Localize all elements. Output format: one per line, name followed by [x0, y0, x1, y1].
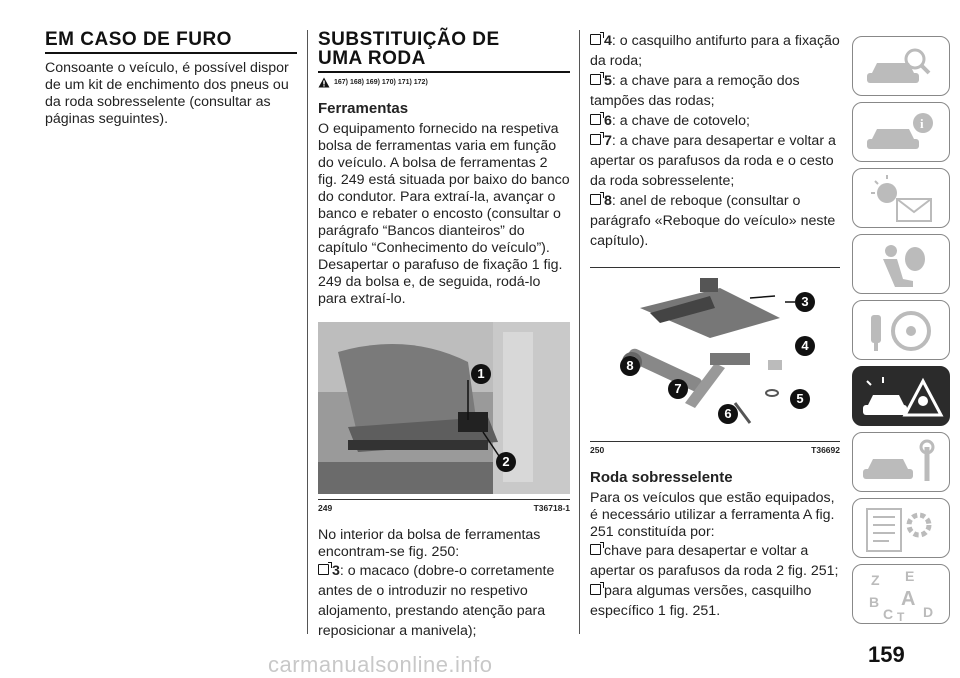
car-info-icon: [853, 103, 951, 163]
tab-car-search[interactable]: [852, 36, 950, 96]
figure-249: [318, 322, 570, 513]
watermark: carmanualsonline.info: [268, 652, 493, 677]
bullet-wrench: chave para desapertar e voltar a apertar os parafusos da roda 2 fig. 251;: [590, 543, 839, 579]
svg-text:T: T: [897, 610, 905, 624]
tools-paragraph: O equipamento fornecido na respetiva bolsa de ferramentas varia em função do veículo. A bolsa de ferramentas 2 fig. 249 está situada por baixo do banco do condutor. Para extraí-la, avançar o banco e rebater o encosto (consultar o parágrafo “Bancos dianteiros” do capítulo “Conhecimento do veículo”). Desapertar o parafuso de fixação 1 fig. 249 da bolsa e, de seguida, rodá-lo para extraí-lo.: [318, 121, 570, 307]
warning-references: 167) 168) 169) 170) 171) 172): [318, 77, 570, 88]
checkbox-bullet-icon: [590, 134, 601, 145]
settings-list-icon: [853, 499, 951, 559]
svg-text:D: D: [923, 604, 934, 620]
tab-steering-key[interactable]: [852, 300, 950, 360]
callout-6: 6: [718, 404, 738, 424]
svg-text:E: E: [905, 568, 915, 584]
tab-seat-airbag[interactable]: [852, 234, 950, 294]
callout-1: 1: [471, 364, 491, 384]
callout-7: 7: [668, 379, 688, 399]
bullet-socket: para algumas versões, casquilho específico 1 fig. 251.: [590, 583, 812, 619]
column-1: [45, 30, 297, 128]
warning-triangle-icon: [318, 77, 330, 88]
list-item-3: 3: o macaco (dobre-o corretamente antes de o introduzir no respetivo alojamento, prestando atenção para reposicionar a manivela);: [318, 563, 555, 639]
column-2: [318, 30, 570, 641]
list-item-7: 7: a chave para desapertar e voltar a apertar os parafusos da roda e o cesto da roda sobresselente;: [590, 133, 836, 189]
callout-4: 4: [795, 336, 815, 356]
spare-wheel-paragraph: Para os veículos que estão equipados, é necessário utilizar a ferramenta A fig. 251 constituída por:: [590, 490, 835, 540]
svg-text:B: B: [869, 594, 880, 610]
list-item-4: 4: o casquilho antifurto para a fixação da roda;: [590, 33, 840, 69]
tab-settings-list[interactable]: [852, 498, 950, 558]
section-title-flat-tyre: EM CASO DE FURO: [45, 30, 297, 54]
callout-2: 2: [496, 452, 516, 472]
column-divider: [307, 30, 308, 634]
list-item-6: 6: a chave de cotovelo;: [590, 111, 840, 131]
svg-text:i: i: [920, 116, 924, 131]
steering-key-icon: [853, 301, 951, 361]
car-search-icon: [853, 37, 951, 97]
tab-emergency[interactable]: [852, 366, 950, 426]
spare-wheel-subheading: Roda sobresselente: [590, 469, 733, 486]
warning-lights-icon: [853, 169, 951, 229]
figure-250: [590, 267, 840, 455]
list-item-8: 8: anel de reboque (consultar o parágrafo «Reboque do veículo» neste capítulo).: [590, 193, 836, 249]
checkbox-bullet-icon: [590, 584, 601, 595]
alphabet-index-icon: [853, 565, 951, 625]
section-title-wheel-change: SUBSTITUIÇÃO DE UMA RODA: [318, 30, 570, 73]
tab-car-info[interactable]: [852, 102, 950, 162]
page-number: 159: [868, 642, 905, 667]
callout-8: 8: [620, 356, 640, 376]
checkbox-bullet-icon: [590, 34, 601, 45]
tab-alphabet-index[interactable]: [852, 564, 950, 624]
svg-text:C: C: [883, 606, 894, 622]
car-service-icon: [853, 433, 951, 493]
emergency-icon: [853, 367, 951, 427]
column-divider: [579, 30, 580, 634]
toolbag-intro: No interior da bolsa de ferramentas encontram-se fig. 250:: [318, 527, 541, 560]
tab-car-service[interactable]: [852, 432, 950, 492]
figure-250-caption: 250 T36692: [590, 441, 840, 455]
list-item-5: 5: a chave para a remoção dos tampões das rodas;: [590, 73, 800, 109]
checkbox-bullet-icon: [590, 74, 601, 85]
seat-toolbag-illustration: [318, 322, 570, 494]
checkbox-bullet-icon: [590, 194, 601, 205]
callout-3: 3: [795, 292, 815, 312]
callout-5: 5: [790, 389, 810, 409]
svg-text:A: A: [901, 588, 916, 610]
checkbox-bullet-icon: [318, 564, 329, 575]
seat-airbag-icon: [853, 235, 951, 295]
svg-text:Z: Z: [871, 572, 880, 588]
checkbox-bullet-icon: [590, 544, 601, 555]
tools-subheading: Ferramentas: [318, 100, 409, 117]
figure-249-caption: 249 T36718-1: [318, 499, 570, 513]
tab-warning-lights[interactable]: [852, 168, 950, 228]
flat-tyre-text: Consoante o veículo, é possível dispor de um kit de enchimento dos pneus ou da roda sobresselente (consultar as páginas seguintes).: [45, 60, 289, 127]
checkbox-bullet-icon: [590, 114, 601, 125]
column-3: [590, 31, 840, 621]
